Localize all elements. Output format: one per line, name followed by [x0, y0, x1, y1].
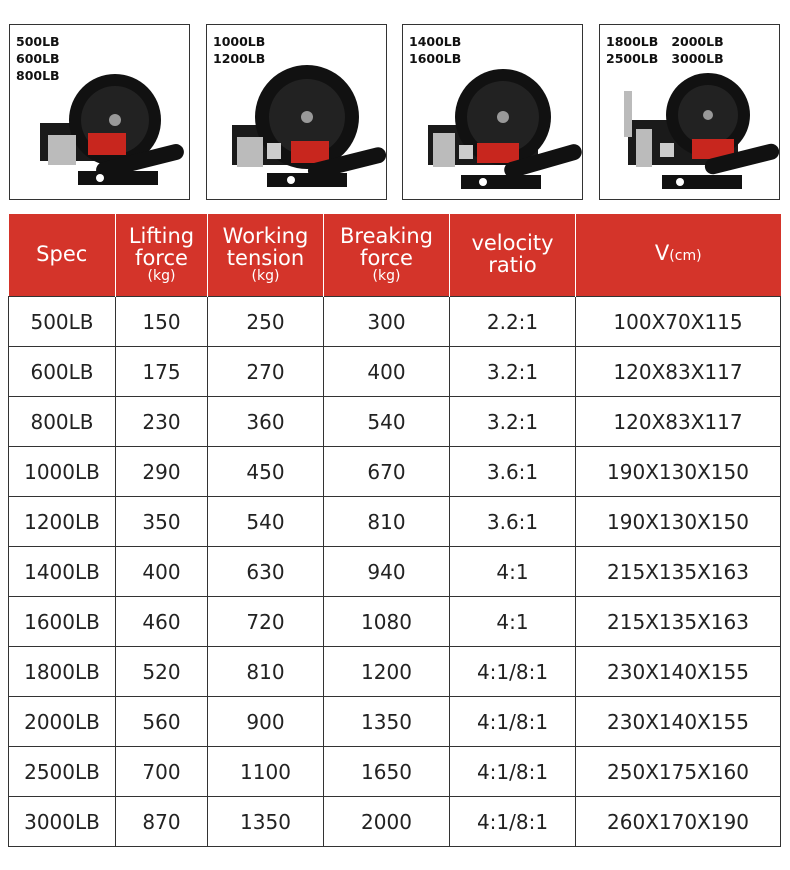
table-row — [9, 697, 781, 747]
product-capacity-label: 500LB 600LB 800LB — [16, 34, 60, 83]
cell-spec: 1600LB — [9, 597, 116, 647]
cell-working-tension: 630 — [208, 547, 324, 597]
header-lifting-force: Lifting force (kg) — [116, 214, 208, 297]
cell-velocity-ratio: 4:1 — [450, 597, 576, 647]
cell-lifting-force: 560 — [116, 697, 208, 747]
table-row — [9, 797, 781, 847]
table-header-row — [9, 214, 781, 297]
cell-volume: 230X140X155 — [576, 697, 781, 747]
table-row — [9, 497, 781, 547]
cell-working-tension: 450 — [208, 447, 324, 497]
cell-breaking-force: 400 — [324, 347, 450, 397]
cell-breaking-force: 940 — [324, 547, 450, 597]
table-row — [9, 647, 781, 697]
cell-velocity-ratio: 4:1/8:1 — [450, 697, 576, 747]
product-card-1800-3000lb — [599, 24, 780, 200]
table-row — [9, 397, 781, 447]
table-row — [9, 447, 781, 497]
cell-velocity-ratio: 4:1/8:1 — [450, 747, 576, 797]
winch-spec-table — [8, 214, 781, 847]
cell-velocity-ratio: 2.2:1 — [450, 297, 576, 347]
cell-lifting-force: 230 — [116, 397, 208, 447]
cell-lifting-force: 290 — [116, 447, 208, 497]
product-capacity-label: 1400LB 1600LB — [409, 34, 462, 66]
cell-spec: 1400LB — [9, 547, 116, 597]
product-gallery — [0, 0, 790, 210]
cell-velocity-ratio: 4:1/8:1 — [450, 797, 576, 847]
cell-spec: 2500LB — [9, 747, 116, 797]
cell-velocity-ratio: 3.2:1 — [450, 397, 576, 447]
cell-velocity-ratio: 3.6:1 — [450, 447, 576, 497]
cell-lifting-force: 150 — [116, 297, 208, 347]
table-row — [9, 597, 781, 647]
cell-velocity-ratio: 4:1/8:1 — [450, 647, 576, 697]
product-card-1400-1600lb — [402, 24, 583, 200]
cell-working-tension: 1350 — [208, 797, 324, 847]
cell-breaking-force: 300 — [324, 297, 450, 347]
cell-breaking-force: 2000 — [324, 797, 450, 847]
cell-working-tension: 900 — [208, 697, 324, 747]
cell-lifting-force: 400 — [116, 547, 208, 597]
cell-spec: 2000LB — [9, 697, 116, 747]
cell-working-tension: 1100 — [208, 747, 324, 797]
cell-volume: 120X83X117 — [576, 347, 781, 397]
cell-volume: 215X135X163 — [576, 597, 781, 647]
cell-breaking-force: 1200 — [324, 647, 450, 697]
cell-working-tension: 540 — [208, 497, 324, 547]
header-volume: V(cm) — [576, 214, 781, 297]
cell-spec: 3000LB — [9, 797, 116, 847]
cell-spec: 1800LB — [9, 647, 116, 697]
cell-working-tension: 270 — [208, 347, 324, 397]
header-spec: Spec — [9, 214, 116, 297]
cell-working-tension: 810 — [208, 647, 324, 697]
cell-volume: 215X135X163 — [576, 547, 781, 597]
table-row — [9, 747, 781, 797]
table-body — [9, 297, 781, 847]
header-working-tension: Working tension (kg) — [208, 214, 324, 297]
table-row — [9, 547, 781, 597]
product-capacity-label: 1000LB 1200LB — [213, 34, 266, 66]
cell-lifting-force: 520 — [116, 647, 208, 697]
product-card-1000-1200lb — [206, 24, 387, 200]
cell-lifting-force: 870 — [116, 797, 208, 847]
table-row — [9, 347, 781, 397]
cell-lifting-force: 175 — [116, 347, 208, 397]
cell-breaking-force: 1650 — [324, 747, 450, 797]
cell-breaking-force: 540 — [324, 397, 450, 447]
cell-spec: 500LB — [9, 297, 116, 347]
cell-breaking-force: 1350 — [324, 697, 450, 747]
cell-lifting-force: 350 — [116, 497, 208, 547]
cell-lifting-force: 460 — [116, 597, 208, 647]
cell-velocity-ratio: 3.2:1 — [450, 347, 576, 397]
product-card-500-800lb — [9, 24, 190, 200]
cell-velocity-ratio: 3.6:1 — [450, 497, 576, 547]
table-row — [9, 297, 781, 347]
cell-volume: 120X83X117 — [576, 397, 781, 447]
cell-spec: 1200LB — [9, 497, 116, 547]
product-capacity-label: 1800LB 2000LB 2500LB 3000LB — [606, 34, 724, 66]
cell-working-tension: 250 — [208, 297, 324, 347]
cell-volume: 260X170X190 — [576, 797, 781, 847]
cell-velocity-ratio: 4:1 — [450, 547, 576, 597]
cell-volume: 230X140X155 — [576, 647, 781, 697]
cell-volume: 190X130X150 — [576, 447, 781, 497]
cell-lifting-force: 700 — [116, 747, 208, 797]
cell-working-tension: 360 — [208, 397, 324, 447]
cell-volume: 100X70X115 — [576, 297, 781, 347]
cell-spec: 1000LB — [9, 447, 116, 497]
cell-spec: 800LB — [9, 397, 116, 447]
header-breaking-force: Breaking force (kg) — [324, 214, 450, 297]
cell-working-tension: 720 — [208, 597, 324, 647]
cell-breaking-force: 810 — [324, 497, 450, 547]
header-velocity-ratio: velocity ratio — [450, 214, 576, 297]
cell-volume: 250X175X160 — [576, 747, 781, 797]
cell-breaking-force: 670 — [324, 447, 450, 497]
cell-spec: 600LB — [9, 347, 116, 397]
cell-breaking-force: 1080 — [324, 597, 450, 647]
cell-volume: 190X130X150 — [576, 497, 781, 547]
